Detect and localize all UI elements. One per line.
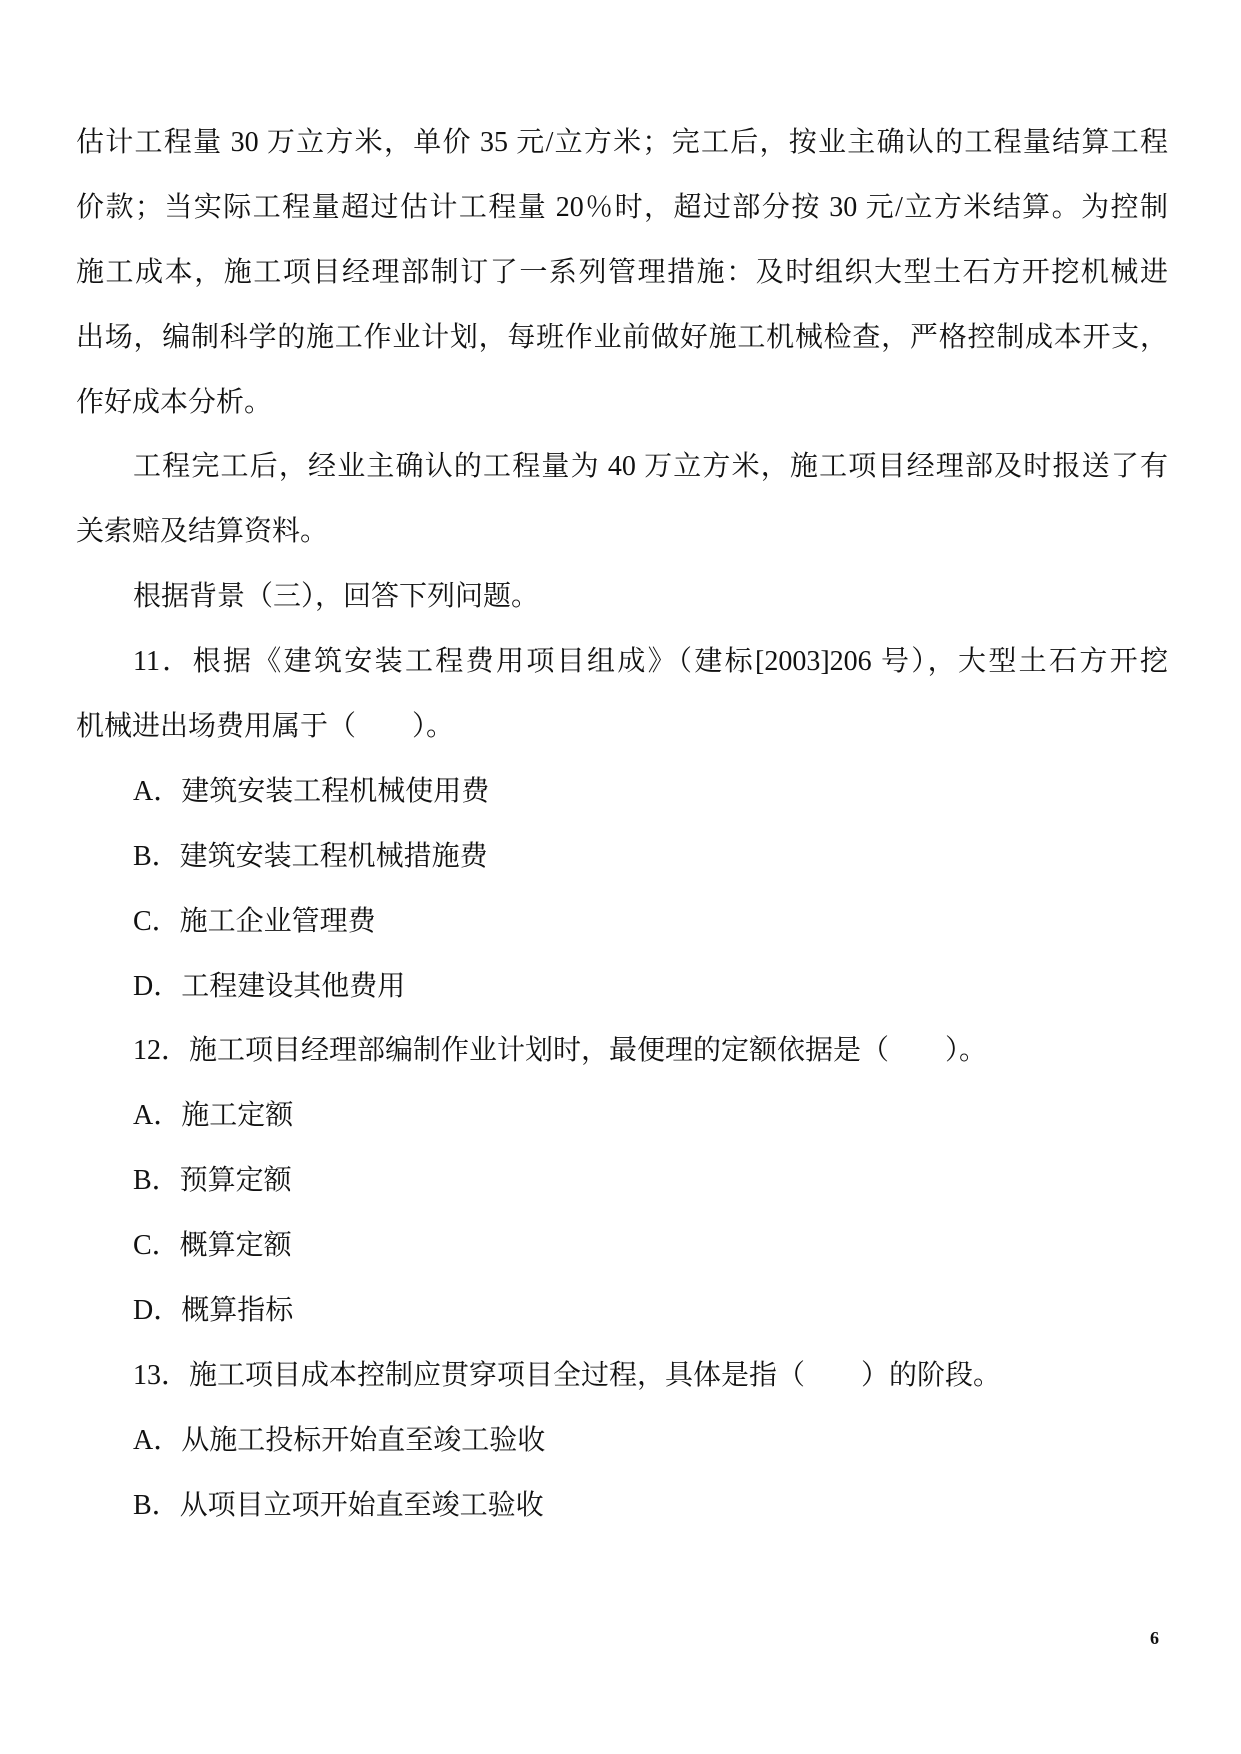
question-11-stem: 11．根据《建筑安装工程费用项目组成》（建标[2003]206 号），大型土石方开挖 xyxy=(133,646,1168,678)
background-paragraph-1-line: 价款；当实际工程量超过估计工程量 20％时，超过部分按 30 元/立方米结算。为控制 xyxy=(76,191,1168,223)
background-paragraph-1-line: 作好成本分析。 xyxy=(76,386,273,418)
page-number: 6 xyxy=(1150,1628,1159,1648)
question-11-stem: 机械进出场费用属于（ ）。 xyxy=(76,711,455,743)
question-11-option-b: B．建筑安装工程机械措施费 xyxy=(133,840,488,872)
question-11-option-a: A．建筑安装工程机械使用费 xyxy=(133,775,490,807)
question-13-option-a: A．从施工投标开始直至竣工验收 xyxy=(133,1424,546,1456)
question-12-option-d: D．概算指标 xyxy=(133,1295,294,1327)
background-paragraph-1-line: 出场，编制科学的施工作业计划，每班作业前做好施工机械检查，严格控制成本开支， xyxy=(76,321,1168,353)
question-12-option-b: B．预算定额 xyxy=(133,1165,292,1197)
background-paragraph-1-line: 施工成本，施工项目经理部制订了一系列管理措施：及时组织大型土石方开挖机械进 xyxy=(76,256,1168,288)
question-11-option-d: D．工程建设其他费用 xyxy=(133,970,406,1002)
page-content xyxy=(76,111,1168,1539)
background-paragraph-2-line: 工程完工后，经业主确认的工程量为 40 万立方米，施工项目经理部及时报送了有 xyxy=(133,451,1168,483)
instruction-text: 根据背景（三），回答下列问题。 xyxy=(133,581,540,613)
question-13-option-b: B．从项目立项开始直至竣工验收 xyxy=(133,1489,544,1521)
question-13-stem: 13．施工项目成本控制应贯穿项目全过程，具体是指（ ）的阶段。 xyxy=(133,1359,1002,1391)
background-paragraph-1-line: 估计工程量 30 万立方米，单价 35 元/立方米；完工后，按业主确认的工程量结算工程 xyxy=(76,127,1168,158)
question-12-option-c: C．概算定额 xyxy=(133,1230,292,1262)
question-12-stem: 12．施工项目经理部编制作业计划时，最便理的定额依据是（ ）。 xyxy=(133,1035,988,1067)
question-11-option-c: C．施工企业管理费 xyxy=(133,905,376,937)
question-12-option-a: A．施工定额 xyxy=(133,1100,294,1132)
background-paragraph-2-line: 关索赔及结算资料。 xyxy=(76,516,329,548)
